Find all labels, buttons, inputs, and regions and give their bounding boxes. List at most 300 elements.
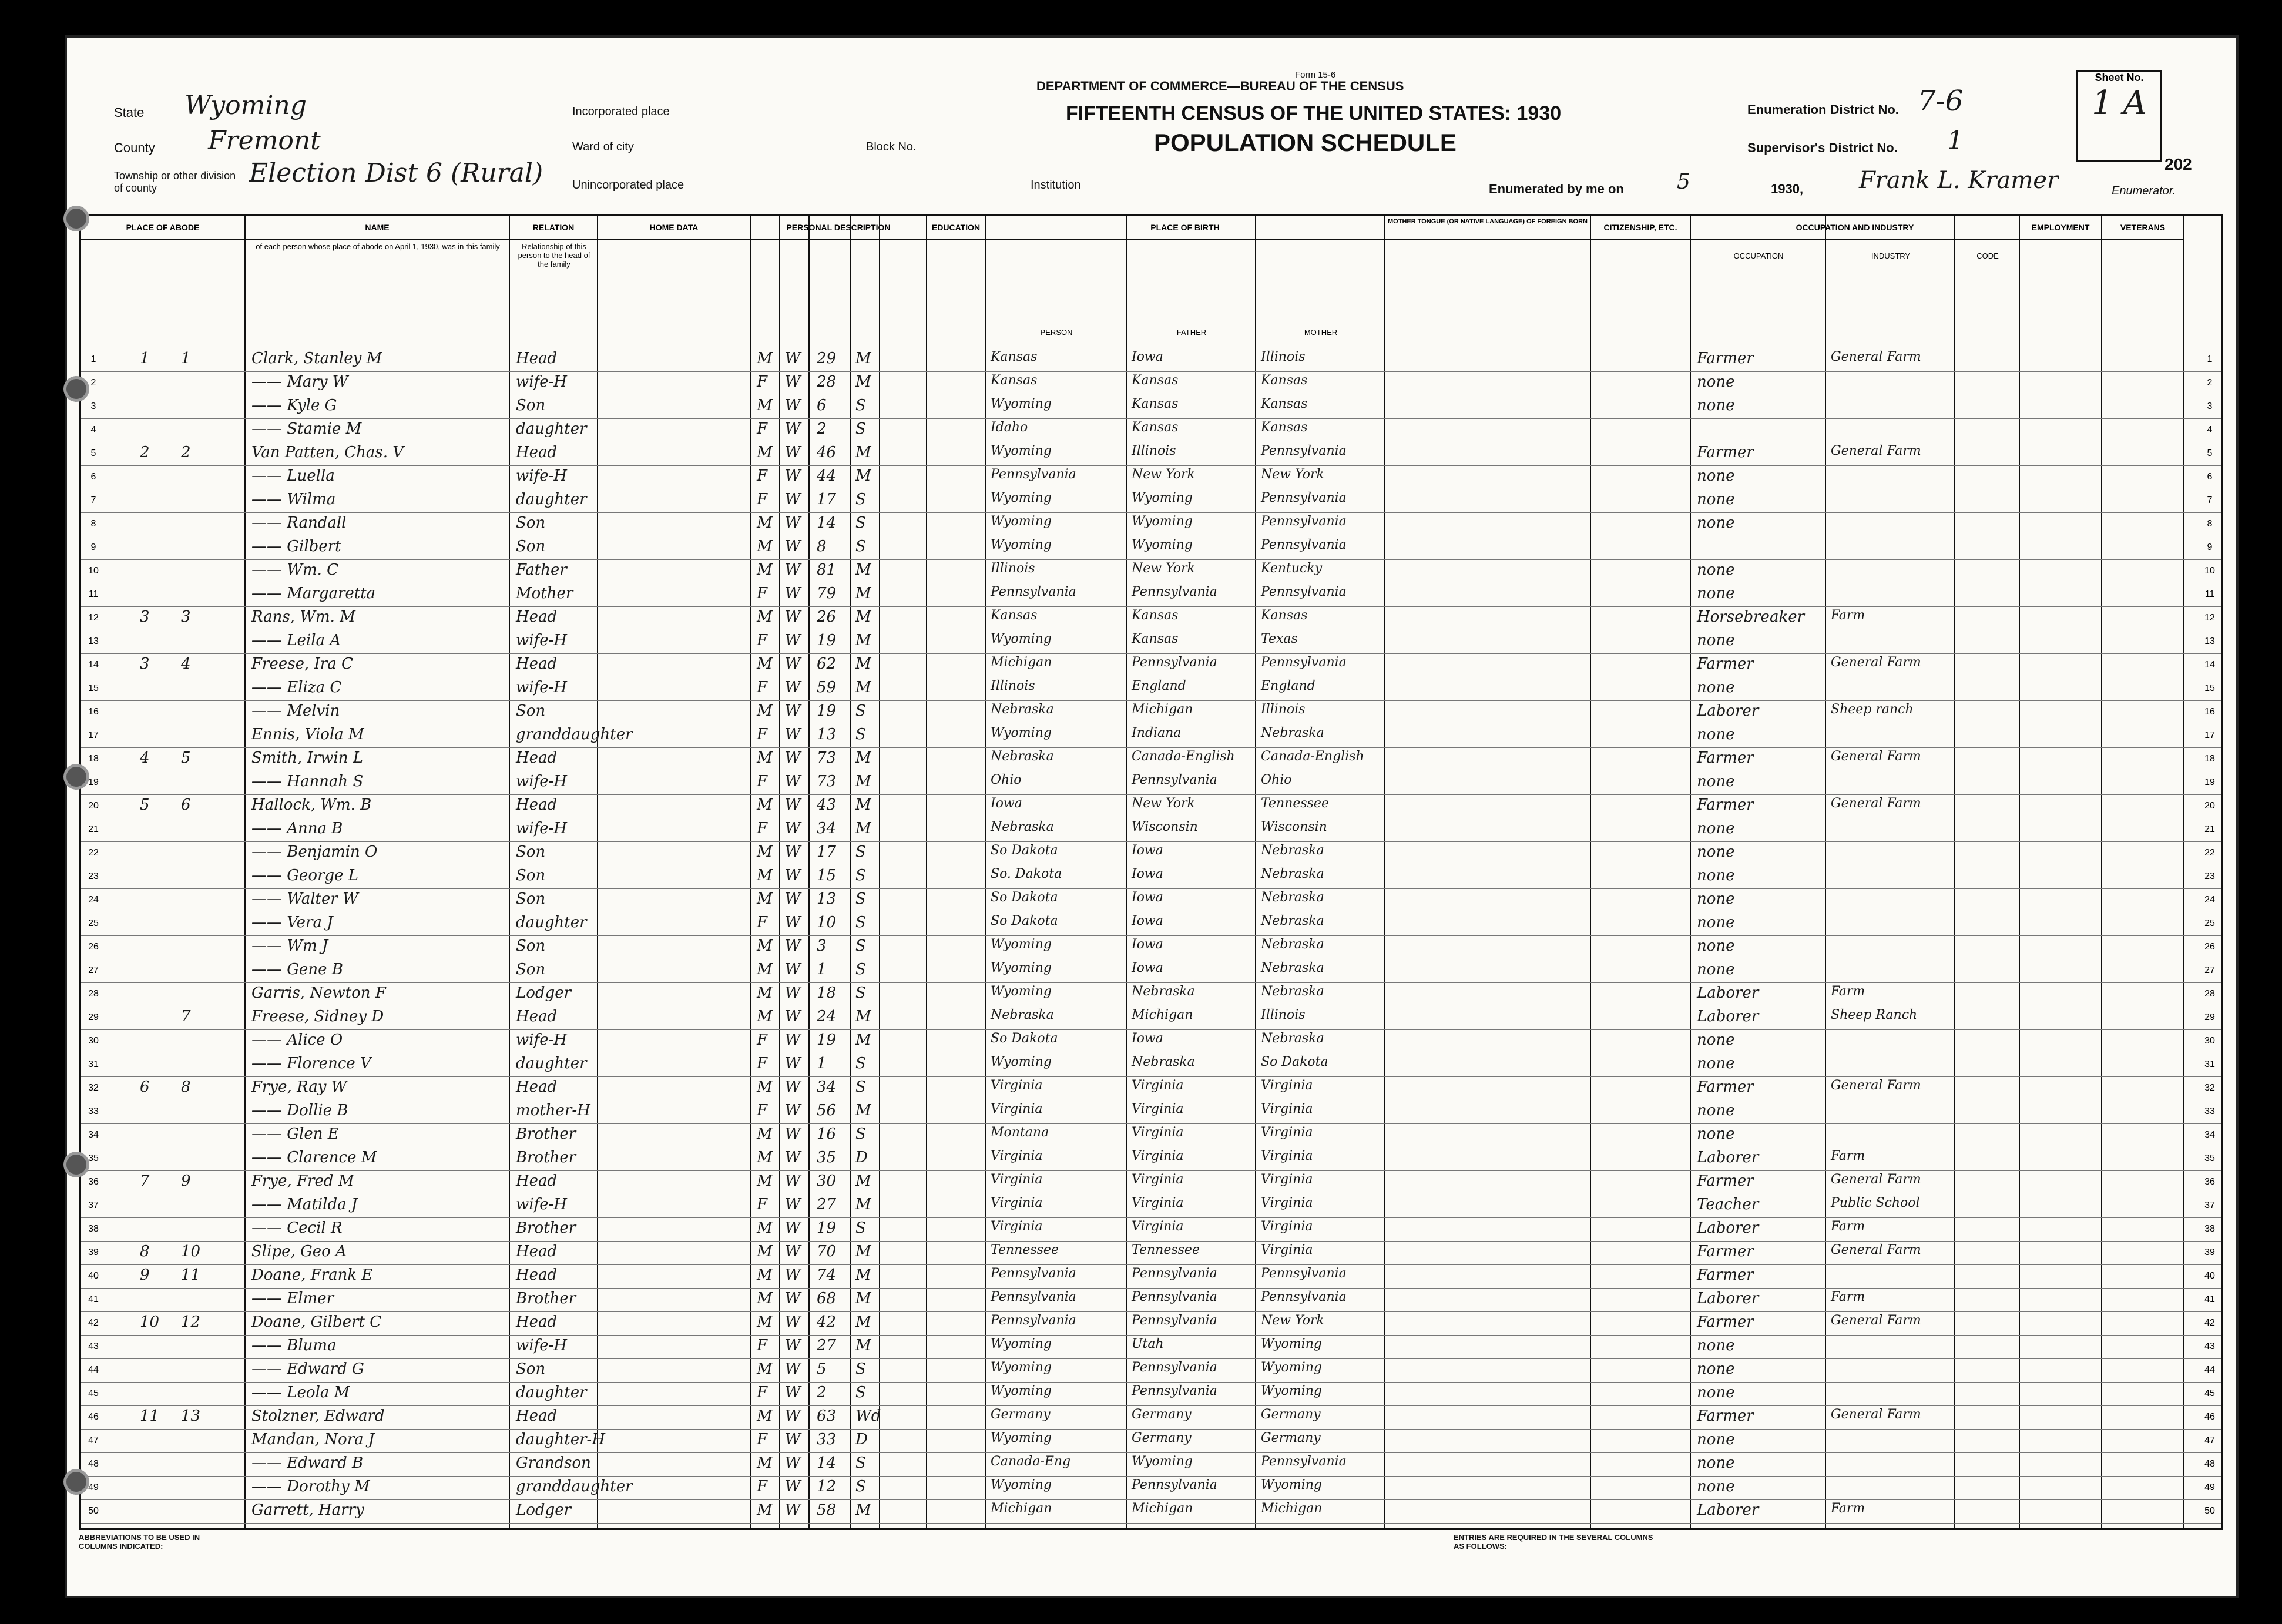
family-number: 1 xyxy=(181,350,191,367)
table-row xyxy=(81,348,2221,372)
marital-status: D xyxy=(855,1149,868,1166)
industry: General Farm xyxy=(1831,796,1921,811)
race: W xyxy=(785,843,801,861)
marital-status: S xyxy=(855,1384,866,1401)
marital-status: M xyxy=(855,749,871,767)
father-birthplace: Utah xyxy=(1132,1337,1164,1351)
marital-status: S xyxy=(855,1360,866,1378)
relation-col-header: Relationship of this person to the head of the family xyxy=(518,242,590,269)
line-number: 22 xyxy=(88,848,99,858)
dwelling-number: 9 xyxy=(140,1266,150,1284)
person-birthplace: Wyoming xyxy=(991,632,1052,646)
dwelling-number: 10 xyxy=(140,1313,160,1331)
race: W xyxy=(785,937,801,955)
mother-birthplace: Pennsylvania xyxy=(1261,1454,1347,1469)
line-number: 35 xyxy=(88,1153,99,1163)
mother-birthplace: Wyoming xyxy=(1261,1337,1322,1351)
county-value: Fremont xyxy=(208,126,321,156)
father-birthplace: Pennsylvania xyxy=(1132,585,1217,599)
group-veterans: VETERANS xyxy=(2102,216,2184,240)
relationship: Head xyxy=(516,1008,558,1025)
person-name: —— Clarence M xyxy=(251,1149,377,1166)
mother-birthplace: Michigan xyxy=(1261,1501,1323,1516)
sex: F xyxy=(757,1055,768,1072)
relationship: Son xyxy=(516,1360,546,1378)
age: 13 xyxy=(817,890,837,908)
line-number: 31 xyxy=(88,1059,99,1069)
age: 10 xyxy=(817,914,837,931)
sex: F xyxy=(757,914,768,931)
line-number: 30 xyxy=(88,1036,99,1046)
binder-hole-2 xyxy=(63,376,89,402)
person-birthplace: Nebraska xyxy=(991,1008,1054,1022)
line-number-right: 11 xyxy=(2204,589,2215,599)
line-number-right: 25 xyxy=(2204,918,2215,928)
industry: Farm xyxy=(1831,1290,1865,1304)
person-birthplace: Germany xyxy=(991,1407,1051,1422)
line-number: 7 xyxy=(90,495,96,505)
person-name: —— Anna B xyxy=(251,820,343,837)
person-name: —— Leila A xyxy=(251,632,341,649)
father-birthplace: Canada-English xyxy=(1132,749,1235,764)
table-row xyxy=(81,1077,2221,1100)
occupation: none xyxy=(1697,937,1735,955)
mother-birthplace: Nebraska xyxy=(1261,984,1324,999)
person-birthplace: Nebraska xyxy=(991,702,1054,717)
age: 27 xyxy=(817,1337,837,1354)
marital-status: M xyxy=(855,655,871,673)
binder-hole-3 xyxy=(63,764,89,790)
industry: Farm xyxy=(1831,1149,1865,1163)
table-row xyxy=(81,1453,2221,1477)
occupation: none xyxy=(1697,843,1735,861)
mother-birthplace: Virginia xyxy=(1261,1172,1313,1187)
person-name: —— Wilma xyxy=(251,491,336,508)
mother-birthplace: England xyxy=(1261,679,1315,693)
enumerator-label: Enumerator. xyxy=(2112,184,2176,197)
race: W xyxy=(785,1243,801,1260)
mother-birthplace: Nebraska xyxy=(1261,726,1324,740)
person-birthplace: Kansas xyxy=(991,373,1038,388)
marital-status: S xyxy=(855,1454,866,1472)
marital-status: M xyxy=(855,796,871,814)
line-number: 16 xyxy=(88,707,99,717)
marital-status: M xyxy=(855,820,871,837)
table-row xyxy=(81,1500,2221,1524)
person-name: —— Edward B xyxy=(251,1454,364,1472)
marital-status: Wd xyxy=(855,1407,881,1425)
mother-birthplace: Kansas xyxy=(1261,608,1308,623)
line-number-right: 28 xyxy=(2204,989,2215,999)
sex: F xyxy=(757,1196,768,1213)
father-birthplace: Wyoming xyxy=(1132,514,1193,529)
age: 16 xyxy=(817,1125,837,1143)
person-birthplace: Wyoming xyxy=(991,1478,1052,1492)
age: 17 xyxy=(817,843,837,861)
mother-birthplace: Virginia xyxy=(1261,1149,1313,1163)
table-row xyxy=(81,1406,2221,1430)
sex: M xyxy=(757,937,773,955)
table-row xyxy=(81,1194,2221,1218)
occupation: Farmer xyxy=(1697,1407,1754,1425)
race: W xyxy=(785,773,801,790)
industry: General Farm xyxy=(1831,1078,1921,1093)
occupation: none xyxy=(1697,1337,1735,1354)
occupation: none xyxy=(1697,491,1735,508)
person-birthplace: Virginia xyxy=(991,1102,1043,1116)
age: 19 xyxy=(817,632,837,649)
person-birthplace: Kansas xyxy=(991,350,1038,364)
occupation: none xyxy=(1697,679,1735,696)
marital-status: M xyxy=(855,467,871,485)
sex: F xyxy=(757,1031,768,1049)
occupation: none xyxy=(1697,373,1735,391)
father-birthplace: Kansas xyxy=(1132,373,1179,388)
mother-birthplace: Nebraska xyxy=(1261,937,1324,952)
line-number-right: 32 xyxy=(2204,1083,2215,1093)
sex: M xyxy=(757,984,773,1002)
sex: M xyxy=(757,1172,773,1190)
table-row xyxy=(81,1336,2221,1359)
group-personal: PERSONAL DESCRIPTION xyxy=(751,216,927,240)
line-number: 13 xyxy=(88,636,99,646)
line-number: 47 xyxy=(88,1435,99,1445)
table-row xyxy=(81,1383,2221,1406)
father-birthplace: Virginia xyxy=(1132,1102,1184,1116)
line-number-right: 38 xyxy=(2204,1224,2215,1234)
occupation: Farmer xyxy=(1697,655,1754,673)
enumerator-name: Frank L. Kramer xyxy=(1859,167,2059,194)
marital-status: S xyxy=(855,890,866,908)
age: 43 xyxy=(817,796,837,814)
sex: F xyxy=(757,632,768,649)
person-birthplace: Nebraska xyxy=(991,749,1054,764)
relationship: Head xyxy=(516,1078,558,1096)
enumerated-label: Enumerated by me on xyxy=(1489,182,1624,196)
marital-status: M xyxy=(855,1266,871,1284)
father-birthplace: Kansas xyxy=(1132,420,1179,435)
sex: M xyxy=(757,350,773,367)
marital-status: S xyxy=(855,961,866,978)
line-number-right: 17 xyxy=(2204,730,2215,740)
sex: F xyxy=(757,1337,768,1354)
father-birthplace: England xyxy=(1132,679,1186,693)
mother-birthplace: Tennessee xyxy=(1261,796,1329,811)
sex: F xyxy=(757,679,768,696)
age: 34 xyxy=(817,1078,837,1096)
line-number-right: 36 xyxy=(2204,1177,2215,1187)
sex: M xyxy=(757,1313,773,1331)
line-number: 3 xyxy=(90,401,96,411)
relationship: Son xyxy=(516,961,546,978)
relationship: wife-H xyxy=(516,773,568,790)
relationship: wife-H xyxy=(516,632,568,649)
sex: M xyxy=(757,444,773,461)
marital-status: M xyxy=(855,1313,871,1331)
table-row xyxy=(81,1265,2221,1289)
name-col-header: of each person whose place of abode on April 1, 1930, was in this family xyxy=(256,242,500,251)
father-birthplace: Virginia xyxy=(1132,1125,1184,1140)
line-number-right: 33 xyxy=(2204,1106,2215,1116)
footer-instructions xyxy=(79,1533,2223,1592)
occupation: none xyxy=(1697,1384,1735,1401)
line-number: 21 xyxy=(88,824,99,834)
race: W xyxy=(785,350,801,367)
father-birthplace: Illinois xyxy=(1132,444,1176,458)
occupation: none xyxy=(1697,514,1735,532)
relationship: granddaughter xyxy=(516,1478,633,1495)
race: W xyxy=(785,1313,801,1331)
relationship: Brother xyxy=(516,1290,576,1307)
sex: M xyxy=(757,1125,773,1143)
relationship: Head xyxy=(516,1243,558,1260)
relationship: Head xyxy=(516,1407,558,1425)
line-number: 26 xyxy=(88,942,99,952)
table-row xyxy=(81,959,2221,983)
group-relation: RELATION xyxy=(510,216,598,240)
relationship: Head xyxy=(516,350,558,367)
table-row xyxy=(81,677,2221,701)
sex: M xyxy=(757,843,773,861)
marital-status: S xyxy=(855,914,866,931)
occupation: Farmer xyxy=(1697,1243,1754,1260)
line-number-right: 49 xyxy=(2204,1482,2215,1492)
family-number: 5 xyxy=(181,749,191,767)
line-number-right: 12 xyxy=(2204,613,2215,623)
father-birthplace: Wyoming xyxy=(1132,1454,1193,1469)
race: W xyxy=(785,796,801,814)
age: 33 xyxy=(817,1431,837,1448)
line-number: 8 xyxy=(90,519,96,529)
occupation: Laborer xyxy=(1697,1501,1759,1519)
person-name: —— Gene B xyxy=(251,961,343,978)
line-number-right: 6 xyxy=(2207,472,2213,482)
occupation: Laborer xyxy=(1697,1219,1759,1237)
person-name: —— Glen E xyxy=(251,1125,339,1143)
occupation: Farmer xyxy=(1697,1313,1754,1331)
group-occupation: OCCUPATION AND INDUSTRY xyxy=(1691,216,2020,240)
occupation: none xyxy=(1697,585,1735,602)
marital-status: S xyxy=(855,514,866,532)
table-row xyxy=(81,1242,2221,1265)
occupation: none xyxy=(1697,890,1735,908)
line-number-right: 3 xyxy=(2207,401,2213,411)
father-birthplace: Pennsylvania xyxy=(1132,1478,1217,1492)
relationship: Brother xyxy=(516,1125,576,1143)
industry: General Farm xyxy=(1831,1313,1921,1328)
person-name: Rans, Wm. M xyxy=(251,608,355,626)
father-birthplace: Pennsylvania xyxy=(1132,1290,1217,1304)
state-value: Wyoming xyxy=(184,90,307,120)
person-name: —— Bluma xyxy=(251,1337,337,1354)
person-name: Freese, Sidney D xyxy=(251,1008,384,1025)
mother-birthplace: Virginia xyxy=(1261,1243,1313,1257)
occupation: Farmer xyxy=(1697,749,1754,767)
sex: M xyxy=(757,1266,773,1284)
line-number-right: 15 xyxy=(2204,683,2215,693)
sex: M xyxy=(757,1290,773,1307)
sex: M xyxy=(757,890,773,908)
race: W xyxy=(785,561,801,579)
person-birthplace: Wyoming xyxy=(991,1337,1052,1351)
occupation: Farmer xyxy=(1697,1172,1754,1190)
mother-birthplace: Kansas xyxy=(1261,397,1308,411)
father-birthplace: Virginia xyxy=(1132,1078,1184,1093)
occupation: Laborer xyxy=(1697,1290,1759,1307)
line-number-right: 27 xyxy=(2204,965,2215,975)
mother-birthplace: Ohio xyxy=(1261,773,1292,787)
age: 19 xyxy=(817,702,837,720)
person-birthplace: Pennsylvania xyxy=(991,1266,1076,1281)
age: 5 xyxy=(817,1360,827,1378)
age: 30 xyxy=(817,1172,837,1190)
father-birthplace: Pennsylvania xyxy=(1132,1384,1217,1398)
sex: F xyxy=(757,585,768,602)
person-birthplace: Nebraska xyxy=(991,820,1054,834)
person-birthplace: Wyoming xyxy=(991,1431,1052,1445)
person-name: —— Margaretta xyxy=(251,585,376,602)
marital-status: M xyxy=(855,444,871,461)
occupation: none xyxy=(1697,632,1735,649)
occupation: Teacher xyxy=(1697,1196,1759,1213)
line-number-right: 7 xyxy=(2207,495,2213,505)
table-row xyxy=(81,1124,2221,1147)
relationship: Lodger xyxy=(516,984,572,1002)
line-number: 14 xyxy=(88,660,99,670)
mother-birthplace: Illinois xyxy=(1261,1008,1306,1022)
code-col-header: CODE xyxy=(1976,251,1999,260)
person-birthplace: Pennsylvania xyxy=(991,467,1076,482)
line-number: 49 xyxy=(88,1482,99,1492)
industry-col-header: INDUSTRY xyxy=(1871,251,1911,260)
mother-birthplace: So Dakota xyxy=(1261,1055,1328,1069)
mother-birthplace: Canada-English xyxy=(1261,749,1364,764)
father-birthplace: New York xyxy=(1132,467,1195,482)
mother-birthplace: Germany xyxy=(1261,1431,1321,1445)
industry: General Farm xyxy=(1831,350,1921,364)
person-name: —— Edward G xyxy=(251,1360,364,1378)
sex: M xyxy=(757,561,773,579)
family-number: 11 xyxy=(181,1266,201,1284)
table-row xyxy=(81,701,2221,724)
age: 8 xyxy=(817,538,827,555)
family-number: 3 xyxy=(181,608,191,626)
mother-birthplace: Pennsylvania xyxy=(1261,1290,1347,1304)
marital-status: M xyxy=(855,1008,871,1025)
line-number-right: 31 xyxy=(2204,1059,2215,1069)
line-number: 12 xyxy=(88,613,99,623)
group-education: EDUCATION xyxy=(927,216,986,240)
line-number: 34 xyxy=(88,1130,99,1140)
relationship: wife-H xyxy=(516,1031,568,1049)
person-birthplace: Wyoming xyxy=(991,1055,1052,1069)
sex: M xyxy=(757,1149,773,1166)
dwelling-number: 4 xyxy=(140,749,150,767)
race: W xyxy=(785,1172,801,1190)
sex: F xyxy=(757,820,768,837)
person-name: Van Patten, Chas. V xyxy=(251,444,404,461)
mother-birthplace: Nebraska xyxy=(1261,843,1324,858)
table-row xyxy=(81,654,2221,677)
age: 24 xyxy=(817,1008,837,1025)
dwelling-number: 8 xyxy=(140,1243,150,1260)
person-birthplace: Wyoming xyxy=(991,1384,1052,1398)
race: W xyxy=(785,1055,801,1072)
person-name: Mandan, Nora J xyxy=(251,1431,375,1448)
person-birthplace: Ohio xyxy=(991,773,1022,787)
table-row xyxy=(81,536,2221,560)
sex: M xyxy=(757,1219,773,1237)
line-number-right: 8 xyxy=(2207,519,2213,529)
relationship: wife-H xyxy=(516,679,568,696)
group-home: HOME DATA xyxy=(598,216,751,240)
race: W xyxy=(785,1102,801,1119)
person-birthplace: Michigan xyxy=(991,655,1052,670)
relationship: Lodger xyxy=(516,1501,572,1519)
race: W xyxy=(785,1031,801,1049)
table-row xyxy=(81,936,2221,959)
table-rows xyxy=(81,348,2221,1529)
occupation: none xyxy=(1697,467,1735,485)
line-number-right: 39 xyxy=(2204,1247,2215,1257)
age: 19 xyxy=(817,1219,837,1237)
line-number: 5 xyxy=(90,448,96,458)
race: W xyxy=(785,632,801,649)
line-number: 10 xyxy=(88,566,99,576)
relationship: Father xyxy=(516,561,567,579)
group-tongue: MOTHER TONGUE (OR NATIVE LANGUAGE) OF FOREIGN BORN xyxy=(1385,216,1591,240)
sex: M xyxy=(757,1407,773,1425)
person-name: —— Hannah S xyxy=(251,773,364,790)
person-name: Clark, Stanley M xyxy=(251,350,382,367)
person-name: —— Cecil R xyxy=(251,1219,343,1237)
relationship: mother-H xyxy=(516,1102,590,1119)
person-birthplace: So Dakota xyxy=(991,843,1058,858)
father-birthplace: New York xyxy=(1132,796,1195,811)
line-number-right: 42 xyxy=(2204,1318,2215,1328)
line-number: 9 xyxy=(90,542,96,552)
marital-status: S xyxy=(855,937,866,955)
line-number: 24 xyxy=(88,895,99,905)
group-citizenship: CITIZENSHIP, ETC. xyxy=(1591,216,1691,240)
relationship: Brother xyxy=(516,1149,576,1166)
person-name: Ennis, Viola M xyxy=(251,726,364,743)
person-birthplace: Wyoming xyxy=(991,514,1052,529)
race: W xyxy=(785,1008,801,1025)
sex: F xyxy=(757,773,768,790)
person-name: Frye, Fred M xyxy=(251,1172,354,1190)
occupation: none xyxy=(1697,726,1735,743)
marital-status: S xyxy=(855,538,866,555)
line-number-right: 18 xyxy=(2204,754,2215,764)
race: W xyxy=(785,1478,801,1495)
father-birthplace: Kansas xyxy=(1132,397,1179,411)
person-name: —— Leola M xyxy=(251,1384,350,1401)
line-number-right: 40 xyxy=(2204,1271,2215,1281)
age: 34 xyxy=(817,820,837,837)
person-name: —— Wm. C xyxy=(251,561,339,579)
relationship: Head xyxy=(516,1313,558,1331)
dwelling-number: 3 xyxy=(140,608,150,626)
race: W xyxy=(785,1407,801,1425)
age: 35 xyxy=(817,1149,837,1166)
race: W xyxy=(785,373,801,391)
sheet-value: 1 A xyxy=(2092,84,2147,122)
binder-hole-4 xyxy=(63,1152,89,1177)
family-number: 13 xyxy=(181,1407,201,1425)
person-birthplace: Pennsylvania xyxy=(991,1313,1076,1328)
line-number: 39 xyxy=(88,1247,99,1257)
